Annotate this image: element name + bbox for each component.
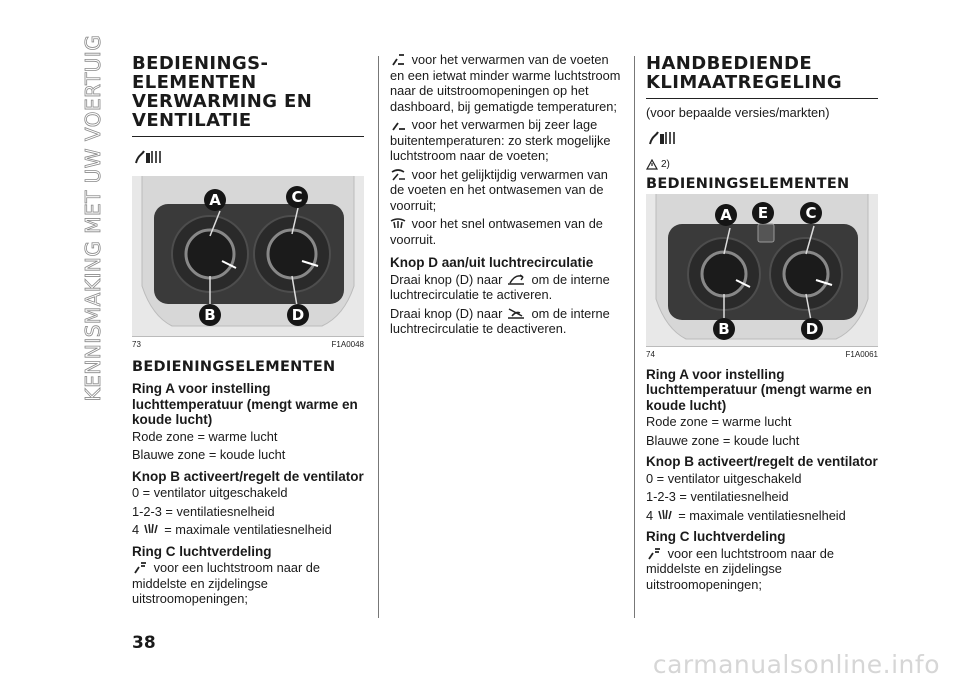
knob-b-0: 0 = ventilator uitgeschakeld [132, 485, 288, 500]
figure-73 [132, 176, 364, 337]
ring-a-blue-zone: Blauwe zone = koude lucht [132, 447, 286, 462]
side-chapter-title [78, 18, 108, 418]
knob-b-4-prefix: 4 [132, 522, 140, 537]
column-divider [378, 56, 379, 618]
ring-c-title: Ring C luchtverdeling [132, 543, 272, 559]
air-feet-defrost-icon [390, 168, 406, 181]
figure-marker-b: B [713, 318, 735, 340]
ring-c-face-line [646, 546, 878, 593]
recirc-on-pre: Draai knop (D) naar [390, 271, 503, 287]
knob-b-title: Knop B activeert/regelt de ventilator [646, 454, 878, 469]
subsection-heading: BEDIENINGSELEMENTEN [132, 359, 336, 375]
ac-system-icon [646, 128, 680, 148]
column-divider [634, 56, 635, 618]
air-face-icon [132, 561, 148, 574]
figure-marker-b: B [199, 304, 221, 326]
knob-b-4-text: = maximale ventilatiesnelheid [164, 522, 332, 537]
figure-marker-d: D [801, 318, 823, 340]
figure-code: F1A0061 [845, 349, 878, 359]
defrost-line [390, 216, 622, 247]
fan-max-icon [143, 523, 159, 536]
column-1 [132, 54, 364, 610]
recirc-off-line [390, 306, 622, 337]
warning-ref-text: 2) [661, 158, 670, 170]
air-feet-defrost-line [390, 167, 622, 214]
climate-panel-illustration [132, 176, 364, 336]
air-face-feet-line [390, 52, 622, 114]
knob-b-123: 1-2-3 = ventilatiesnelheid [646, 489, 789, 504]
defrost-text: voor het snel ontwasemen van de voorruit. [390, 216, 603, 247]
heading-rule [132, 136, 364, 137]
air-face-feet-text: voor het verwarmen van de voeten en een ietwat minder warme luchtstroom naar de uitstroomopeningen op het dashboard, bij gematigde temperaturen; [390, 52, 621, 114]
section-heading: BEDIENINGS-ELEMENTEN VERWARMING EN VENTILATIE [132, 53, 313, 131]
figure-74 [646, 194, 878, 347]
recirc-off-post: om de interne luchtrecirculatie te deactiveren. [390, 305, 610, 336]
ac-system-icon [132, 147, 166, 167]
figure-marker-a: A [715, 204, 737, 226]
recirc-on-line [390, 272, 622, 303]
ring-a-red-zone: Rode zone = warme lucht [646, 414, 792, 429]
knob-b-0: 0 = ventilator uitgeschakeld [646, 470, 802, 486]
recirculation-on-icon [506, 273, 526, 286]
figure-marker-c: C [800, 202, 822, 224]
figure-marker-c: C [286, 186, 308, 208]
ring-a-title: Ring A voor instelling luchttemperatuur (mengt warme en koude lucht) [646, 366, 872, 413]
ring-c-face-text: voor een luchtstroom naar de middelste en zijdelingse uitstroomopeningen; [132, 560, 321, 606]
column-2 [390, 52, 622, 340]
figure-caption [132, 337, 364, 351]
ring-a-title: Ring A voor instelling luchttemperatuur (mengt warme en koude lucht) [132, 381, 358, 427]
fan-max-icon [657, 509, 673, 522]
knob-b-4-line [132, 522, 364, 538]
figure-code: F1A0048 [331, 340, 364, 349]
watermark: carmanualsonline.info [652, 650, 940, 679]
heading-rule [646, 98, 878, 99]
air-face-icon [646, 547, 662, 560]
section-heading: HANDBEDIENDE KLIMAATREGELING [646, 53, 843, 93]
air-face-feet-icon [390, 53, 406, 66]
air-feet-text: voor het verwarmen bij zeer lage buitentemperaturen: zo sterk mogelijke luchtstroom naar de voeten; [390, 117, 611, 163]
figure-caption [646, 347, 878, 361]
ring-a-blue-zone: Blauwe zone = koude lucht [646, 432, 800, 448]
figure-number: 73 [132, 340, 141, 349]
air-feet-defrost-text: voor het gelijktijdig verwarmen van de voeten en het ontwasemen van de voorruit; [390, 166, 608, 213]
figure-marker-d: D [287, 304, 309, 326]
figure-number: 74 [646, 349, 655, 359]
ring-c-face-line [132, 560, 364, 607]
warning-reference [646, 159, 878, 170]
air-feet-icon [390, 118, 406, 131]
figure-marker-a: A [204, 189, 226, 211]
section-subtitle: (voor bepaalde versies/markten) [646, 105, 830, 120]
figure-marker-e: E [752, 202, 774, 224]
warning-triangle-icon [646, 159, 658, 170]
recirc-on-post: om de interne luchtrecirculatie te activeren. [390, 271, 610, 302]
knob-d-title: Knop D aan/uit luchtrecirculatie [390, 255, 594, 270]
ring-a-red-zone: Rode zone = warme lucht [132, 428, 278, 444]
defrost-icon [390, 217, 406, 230]
ring-c-title: Ring C luchtverdeling [646, 529, 786, 544]
page-number: 38 [132, 633, 156, 653]
subsection-heading: BEDIENINGSELEMENTEN [646, 175, 850, 192]
knob-b-4-prefix: 4 [646, 507, 654, 523]
knob-b-4-text: = maximale ventilatiesnelheid [678, 507, 846, 523]
knob-b-123: 1-2-3 = ventilatiesnelheid [132, 503, 275, 519]
recirculation-off-icon [506, 307, 526, 320]
air-feet-line [390, 117, 622, 164]
ring-c-face-text: voor een luchtstroom naar de middelste en zijdelingse uitstroomopeningen; [646, 545, 835, 592]
column-3 [646, 54, 878, 595]
knob-b-4-line [646, 508, 878, 524]
knob-b-title: Knop B activeert/regelt de ventilator [132, 468, 364, 484]
recirc-off-pre: Draai knop (D) naar [390, 305, 503, 321]
side-chapter-title-text: KENNISMAKING MET UW VOERTUIG [81, 34, 105, 402]
